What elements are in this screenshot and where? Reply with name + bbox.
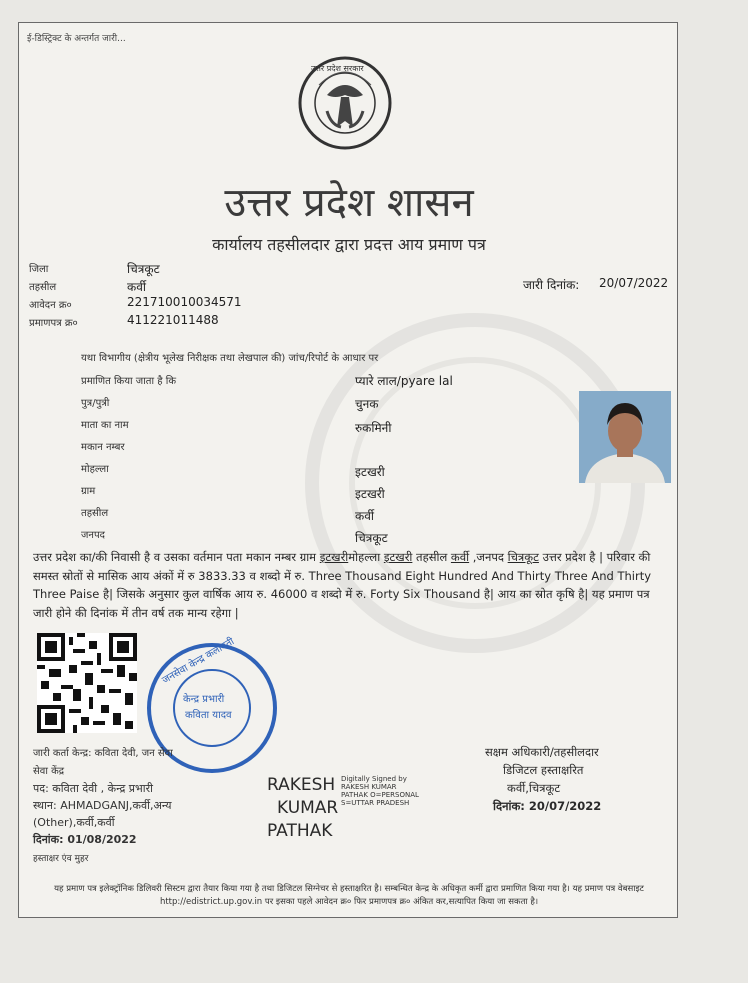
signer-name-line3: PATHAK: [267, 821, 333, 841]
issuer-line: सेवा केंद्र: [33, 766, 65, 777]
detail-label: मकान नम्बर: [81, 442, 125, 453]
signer-name-line1: RAKESH: [267, 775, 336, 795]
issuer-line: (Other),कर्वी,कर्वी: [33, 816, 115, 829]
village-value: इटखरी: [355, 487, 385, 501]
application-number: 221710010034571: [127, 295, 242, 309]
qr-code-icon: [37, 633, 137, 733]
mother-name: रुकमिनी: [355, 421, 392, 435]
detail-label: माता का नाम: [81, 420, 129, 431]
certificate-title: उत्तर प्रदेश शासन: [224, 180, 474, 226]
intro-line: यथा विभागीय (क्षेत्रीय भूलेख निरीक्षक तथा लेखपाल की) जांच/रिपोर्ट के आधार पर: [81, 353, 379, 364]
issue-date-label: जारी दिनांक:: [523, 278, 580, 292]
authority-line: डिजिटल हस्ताक्षरित: [503, 763, 584, 777]
issuer-location: स्थान: AHMADGANJ,कर्वी,अन्य: [33, 799, 172, 812]
header-note: ई-डिस्ट्रिक्ट के अन्तर्गत जारी...: [27, 34, 126, 44]
stamp-signature: कविता यादव: [185, 710, 232, 721]
info-value: चित्रकूट: [127, 262, 160, 276]
holder-name: प्यारे लाल/pyare lal: [355, 374, 453, 388]
info-value: कर्वी: [127, 280, 146, 294]
stamp-inner-text: केन्द्र प्रभारी: [183, 694, 225, 705]
authority-title: सक्षम अधिकारी/तहसीलदार: [485, 745, 599, 759]
stamp-outer-text: जनसेवा केन्द्र कलावती: [160, 636, 237, 687]
detail-label: प्रमाणित किया जाता है कि: [81, 376, 177, 387]
signer-name-line2: KUMAR: [277, 798, 339, 818]
detail-label: पुत्र/पुत्री: [81, 398, 110, 409]
applicant-photo: [579, 391, 671, 483]
digital-signature-details: Digitally Signed by RAKESH KUMAR PATHAK O=PERSONAL S=UTTAR PRADESH: [341, 775, 419, 807]
tehsil-value: कर्वी: [355, 509, 374, 523]
detail-label: ग्राम: [81, 486, 96, 497]
footer-note: यह प्रमाण पत्र इलेक्ट्रॉनिक डिलिवरी सिस्टम द्वारा तैयार किया गया है तथा डिजिटल सिग्नेचर से हस्ताक्षरित है। सम्बन्धित केन्द्र के अधिकृत कर्मी द्वारा प्रमाणित किया गया है। यह प्रमाण पत्र वेबसाइट http://edistrict.up.gov.in पर इसका पहले आवेदन क्र० फिर प्रमाणपत्र क्र० अंकित कर,सत्यापित किया जा सकता है।: [54, 884, 644, 907]
issuer-line: जारी कर्ता केन्द्र: कविता देवी, जन सेवा: [33, 748, 173, 759]
info-label: प्रमाणपत्र क्र०: [29, 318, 78, 329]
issuer-date: दिनांक: 01/08/2022: [33, 833, 137, 846]
mohalla-value: इटखरी: [355, 465, 385, 479]
emblem-text: उत्तर प्रदेश सरकार: [311, 64, 364, 73]
info-label: तहसील: [29, 282, 57, 293]
issuer-line: पद: कविता देवी , केन्द्र प्रभारी: [33, 782, 153, 795]
certificate-sheet: [18, 22, 678, 918]
certificate-statement: उत्तर प्रदेश का/की निवासी है व उसका वर्तमान पता मकान नम्बर ग्राम इटखरीमोहल्ला इटखरी तहसील कर्वी ,जनपद चित्रकूट उत्तर प्रदेश है | परिवार की समस्त स्रोतों से मासिक आय अंकों में रु 3833.33 व शब्दो में रु. Three Thousand Eight Hundred And Thirty Three And Thirty Three Paise है| जिसके अनुसार कुल वार्षिक आय रु. 46000 व शब्दो में रु. Forty Six Thousand है| आय का स्रोत कृषि है| यह प्रमाण पत्र जारी होने की दिनांक में तीन वर्ष तक मान्य रहेगा |: [33, 550, 652, 620]
detail-label: तहसील: [81, 508, 109, 519]
signature-and-seal-label: हस्ताक्षर एंव मुहर: [33, 854, 89, 864]
authority-location: कर्वी,चित्रकूट: [507, 781, 561, 795]
issue-date: 20/07/2022: [599, 276, 669, 290]
certificate-subtitle: कार्यालय तहसीलदार द्वारा प्रदत्त आय प्रमाण पत्र: [212, 235, 486, 254]
detail-label: जनपद: [81, 530, 105, 541]
info-label: आवेदन क्र०: [29, 300, 72, 311]
detail-label: मोहल्ला: [81, 464, 109, 475]
district-value: चित्रकूट: [355, 531, 388, 545]
father-name: चुनक: [355, 397, 379, 411]
info-label: जिला: [29, 264, 49, 275]
authority-date: दिनांक: 20/07/2022: [493, 799, 602, 813]
certificate-number: 411221011488: [127, 313, 219, 327]
